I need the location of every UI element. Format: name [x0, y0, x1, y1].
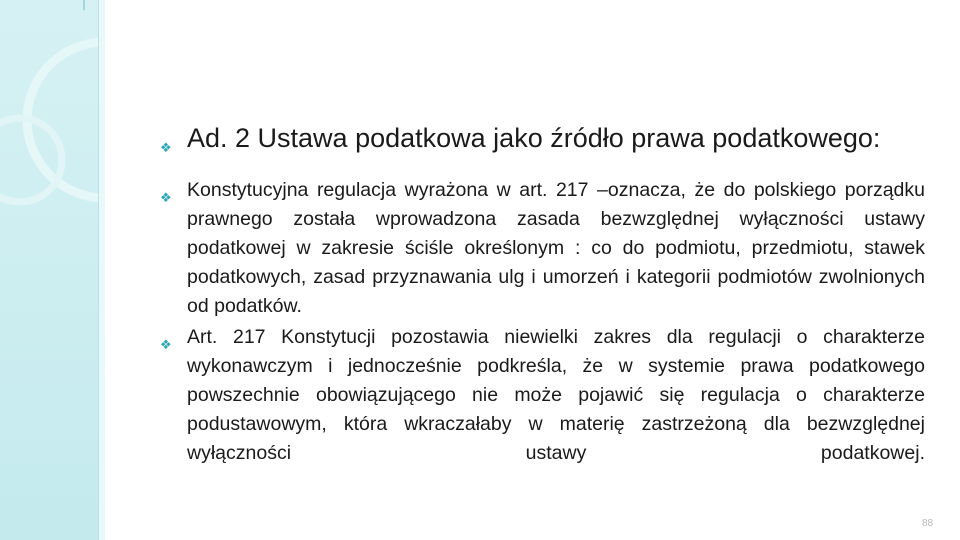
decorative-side-band [0, 0, 105, 540]
page-number: 88 [922, 518, 934, 529]
diamond-arrow-bullet-icon: ❖ [160, 190, 172, 205]
diamond-arrow-bullet-icon: ❖ [160, 337, 172, 352]
slide-heading-item [160, 120, 925, 156]
decorative-circles [0, 0, 105, 540]
paragraph-item [160, 176, 925, 321]
paragraph-text: Art. 217 Konstytucji pozostawia niewielki zakres dla regulacji o charakterze wykonawczym i jednocześnie podkreśla, że w systemie prawa podatkowego powszechnie obowiązującego nie może pojawić się regulacja o charakterze podustawowym, która wkraczałaby w materię zastrzeżoną dla bezwzględnej wyłączności ustawy podatkowej. [187, 326, 925, 464]
paragraph-item [160, 323, 925, 468]
slide-content [160, 120, 925, 470]
diamond-arrow-bullet-icon: ❖ [160, 140, 172, 155]
paragraph-text: Konstytucyjna regulacja wyrażona w art. 217 –oznacza, że do polskiego porządku prawnego została wprowadzona zasada bezwzględnej wyłączności ustawy podatkowej w zakresie ściśle określonym : co do podmiotu, przedmiotu, stawek podatkowych, zasad przyznawania ulg i umorzeń i kategorii podmiotów zwolnionych od podatków. [187, 179, 925, 317]
band-edge [98, 0, 105, 540]
slide-heading: Ad. 2 Ustawa podatkowa jako źródło prawa podatkowego: [187, 123, 881, 153]
